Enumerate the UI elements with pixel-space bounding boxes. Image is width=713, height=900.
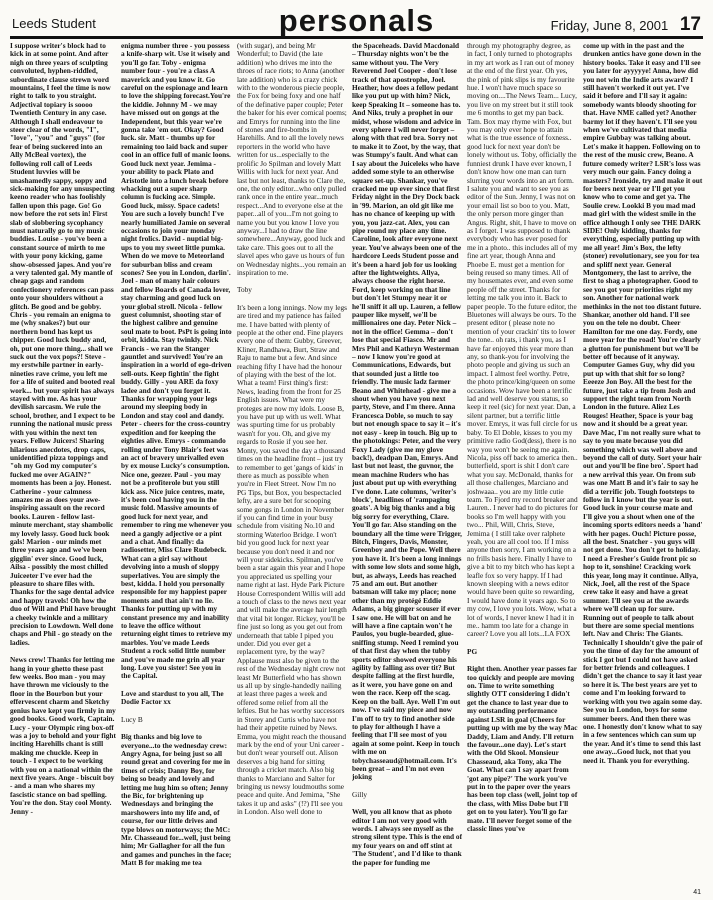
issue-date: Friday, June 8, 2001 (550, 18, 669, 33)
column-3 (237, 42, 347, 892)
issue-info (551, 14, 701, 36)
column-1 (10, 42, 116, 892)
page-mark: 41 (693, 889, 701, 896)
column-6 (583, 42, 703, 892)
section-title: personals (278, 3, 435, 38)
paragraph: It's been a long innings. Now my legs are tired and my patience has failed me. I have batted with plenty of people at the other end. Fine players every one of them: Gubby, Greever, Kliner, Randhawa, Burt, Straw and Raju to name but a few. And since reaching fifty I have had the honour of playing with the best of the lot. What a team! First thing's first: News, leading from the front for 25 English issues. What were my proteges are now my idols. Loose B, you have put up with us well. What was spurting time for us probably wasn't for you. Oh, and give my regards to Rosie if you see her. Monty, you saved the day a thousand times on the headline front – just try to remember to get 'gangs of kids' in there as much as possible when you're in Fleet Street. Now I'm no PG Tips, but Box, you bespectacled lefty, are a sure bet for scooping some gongs in London in November if you can find time in your busy schedule from visiting No.10 and storming Waterloo Bridge. I won't bid you good luck for next year because you don't need it and nor will your sidekicks. Spilman, you've been a star again this year and I hope you appreciated us spelling your name right at last. Hyde Park Picture House Correspondent Willis will add a touch of class to the news next year and will make the average hair length that vital bit longer. Rickey, you'll be fine just so long as you get out from underneath that table I piped you under. Did you ever get a replacement tyre, by the way? Applause must also be given to the rest of the Wednesday night crew not least Mr Butterfield who has shown us all up by single-handedly nailing at least three pages a week and offered some relief from all the lefties. But he has worthy successors in Storey and Curtis who have not had their appetite ruined by News. Emma, you might reach the thousand mark by the end of your Uni career - but don't wear yourself out. Alison deserves a big hand for sitting through a cricket match. Also big thanks to Marciano and Salter for bringing us newsy loudmouths some peace and quite. And Jemima, "She takes it up and asks" (!?) I'll see you in London. Also well done to (237, 302, 347, 817)
article-columns (10, 42, 703, 892)
signoff-dodie: Love and stardust to you all, The Dodie Factor xx (121, 688, 224, 707)
paragraph: Well, you all know that as photo editor I am not very good with words. I always see myself as the strong silent type. This is the end of my four years on and off stint at 'The Student', and I'd like to thank the paper for funding me (352, 807, 462, 867)
column-5 (467, 42, 578, 892)
author-heading-gilly: Gilly (352, 789, 367, 799)
paragraph: the Spaceheads. David Macdonald – Thursday nights won't be the same without you. The Very Reverend Joel Cooper - don't lose track of that apostrophe, Joel. Heather, how does a fellow pedant like you put up with him? Nick, keep Speaking It – someone has to. And Niks, truly a prophet in our midst, whose wisdom and advice in every sphere I will never forget – along with that red bra. Sorry not to make it to Zoot, by the way, that was Stumpy's fault. And what can I say about the Juiceleks who have added some style to an otherwise square set-up. Shankar, you've cracked me up ever since that first Friday night in the Dry Dock back in '99. Marion, an old git like me has no chance of keeping up with you, you jazz-cat. Alex, you can pipe round my place any time. Caroline, look after everyone next year. You've always been one of the hardcore Leeds Student posse and it's been a hard job for us looking after the lightweights. Allya, always choose the right horse. Ford, keep working on that line but don't let Stumpy near it or he'll sniff it all up. Lauren, a fellow pauper like myself, we'll be millionaires one day. Peter Nick – not in the office! Gemma – don't lose that special Fiasco. Mr and Mrs Phil and Kathryn Westerman – now I know you're good at Communications, Edwards, but that sounded just a little too friendly. The music ladz farmer Beano and Whitehead - give me a shout when you have you next party, Steve, and I'm there. Anna Francesca Doble, so much to say but not enough space to say it – it's not easy - keep in touch. Big up to the photokings: Peter, and the very Foxy Lady (give me my glove back!), deadpan Dan, Emrys. And last but not least, the guvnor, the mean machine Ruders who has just about put up with everything I've done. Late columns, 'writer's block', headlines of 'rampaging goats'. A big big thanks and a big big sorry for everything, Clare. You'll go far. Also standing on the boundary all the time were Trigger, Bitch, Fingers, Davis, Monster, Greenboy and the Pope. Well there you have it. It's been a long innings with some low slots and some high, but, as always, Leeds has reached 75 and am out. But another batsman will take my place; none other than my protégé Eddie Adams, a big ginger scouser if ever I saw one. He will bat on and he will have a fine captain won't he Paulos, you bugle-bearded, glue-sniffing stump. Need I remind you of that first day when the tubby sports editor showed everyone his agility by falling ass over tit? But despite falling at the first hurdle, as it were, you have gone on and won the race. Keep off the scag. Keep on the ball. Aye. Well I'm out now. I've said my piece and now I'm off to try to find another side to play for although I have a feeling that I'll see most of you again at some point. Keep in touch with me on tobychasseaud@hotmail.com. It's been great – and I'm not even joking (352, 42, 462, 782)
page-header (10, 3, 703, 39)
paragraph: Right then. Another year passes far too quickly and people are moving on. Time to write something slightly OTT considering I didn't get the chance to last year due to my outstanding performance against LSR in goal (Cheers for putting up with me by the way Mac Daddy, Liam and Andy. I'll return the favour...one day). Let's start with the Old Skool. Monsieur Chasseaud, aka Tony, aka The Goat. What can I say apart from 'got any pipe?' The work you've put in to the paper over the years has been top class (well, joint top of the class, with Miss Dobe but I'll get on to you later). You'll go far mate. I'll never forget some of the classic lines you've (467, 664, 578, 833)
paragraph: through my photography degree, as in fact, I only turned to photographs in my art work as I ran out of money at the end of the first year. Oh yes, the pink of pink slips is my favourite hue. I won't have much space so moving on....The News Team... Lucy, you live on my street but it still took me 6 months to get my pan back. Tam. Box may rhyme with Fox, but you may only ever hope to attain what is the true essence of foxness.. good luck for next year don't be lonely without us. Toby, officially the funniest drunk I have ever known, I don't know how one man can turn slurring your words into an art form. I salute you and want to see you as editor of the Sun. Jenny, I was not on your email list so boo to you. Matt, the only person more ginger than Angus. Right, shit, I have to move on as I forget. I was supposed to thank everybody who has ever posed for me in a photo.. this includes all of my fine art year, though Anna and Phoebe E. must get a mention for being reused so many times. All of my housemates ever, and even some people off the street. Thanks for letting me talk you into it. Back to paper people. To the future editor, the Bluetones will always be ours. To the present editor ( please note no mention of your crackin' tits to lower the tone.. oh rats, i thank you, as I have far enjoyed this year more than any, so thank-you for involving the photo people and giving us such an impact. I almost feel worthy. Petre, the photo prince/king/queen on some occasions. Wow have been a terrific lad and well deserve you status, so keep it reel (sic) for next year. Dan, a silent partner, but a terrific little mover. Emrys, it was full circle for us baby. To El Doble, kisses to you my primitive radio God(dess), there is no way you won't be seeing me again. Nicola, piss off back to america then.. butterfield, sport is shit I don't care what you say. McDonald, thanks for all those challenges, Marciano and joshwaaa.. you are my little cutie team. To Fjord my record breaker and Lauren.. I never had to do pictures for books so I'm well happy with you two... Phil, Will, Chris, Steve, Jemima ( I still take over ralphete yeah, you are all cool too. If I miss anyone then sorry, I am working on a no frills basis here. Finally I have to give a bit to my bitch who has kept a leafle fox so very happy. If I had known sleeping with a news editor would have been quite so rewarding, I would have done it years ago. So to my cow, I love you lots. Wow, what a lot of words, I never knew I had it in me.. hamm too late for a change in career? Love you all lots...LA FOX (467, 42, 578, 639)
paragraph: Big thanks and big love to everyone...to the wednesday crew: Angry Agna, for being just so all round great and covering for me in times of crisis; Danny Boy, for being so beady and lovely and letting me hug him so often; Jenny the Bic, for brightening up Wednesdays and bringing the marshowers into my life and, of course, for our little drives and type blows on motorways; the MC: Mr. Chasseaud for...well, just being him; Mr Gallagher for all the fun and games and punches in the face; Matt B for making me tea (121, 732, 232, 868)
page-number: 17 (679, 14, 701, 35)
author-heading-toby: Toby (237, 285, 252, 295)
column-4 (352, 42, 462, 892)
author-heading-pg: PG (467, 646, 478, 656)
paragraph: I suppose writer's block had to kick in at some point. And after nigh on three years of sculpting convoluted, hyphen-riddled, subordinate clause strewn word mountains, I feel the time is now right to talk to you straight. Adjectival topiary is soooo Twentieth Century in any case. Although I shall endeavour to steer clear of the words, "I", "love", "you" and "guys" (for fear of being suckered into an Ally McBeal vortex), the following roll call of Leeds Student luvvies will be unashamedly sappy, soppy and sick-making for any unsuspecting keeno reader who has foolishly fallen upon this page. Go! Go now before the rot sets in! First slab of slobbering sycophancy must naturally go to my music buddies. Louise - you've been a constant source of mirth to me with your pony kicking, game show-obsessed japes. And you're a very talented gal. My mantle of cheap gags and random confectionery references can pass onto your shoulders without a glitch. Be good and be gobby. Chris - you remain an enigma to me (why snakes?) but our northern bond has kept us chipper. Good luck buddy and, oh, put one more thing... shall we suck out the vox pops?! Steve - my erstwhile partner in early-nineties rave crime, you left me for a life of suited and booted real work... but your spirit has always stayed with me. As has your devilish sarcasm. We rule the school, brother, and I expect to be running the national music press with you within the next ten years. Fellow Juicers! Sharing hilarious anecdotes, drop caps, unidentified pizza toppings and "oh my God my computer's fucked me over AGAIN?" moments has been a joy. Honest. Catherine - your calmness amazes me as does your awe-inspiring assault on the record books. Lauren - fellow last-minute merchant, stay shambolic my lovely lassy. Good luck book gals! Marion - our minds met three years ago and we've been gigglin' ever since. Good luck, Ailsa - possibly the most chilled Juiceeter I've ever had the pleasure to share files with. Thanks for the sage dental advice and happy travels! Oh how the duo of Will and Phil have brought a cheeky twinkle and a military precision to Lowdown. Well done chaps and Phil - go steady on the ladies. (10, 42, 116, 647)
paragraph: News crew! Thanks for letting me hang in your ghetto these past few weeks. Boo man - you may have thrown me viciously to the floor in the Bourbon but your effervescent charm and Sketchy genius have kept you firmly in my good books. Good work, Captain. Lucy - your Olympic ring box-off was a joy to behold and your fight inciting Harehills chant is still making me chuckle. Keep in touch - I expect to be working with you on a national within the next five years. Ange - biscuit boy - and a man who shares my fascistic stance on bad spelling. You're the don. Stay cool Monty. Jenny - (10, 655, 116, 816)
column-2 (121, 42, 232, 892)
author-heading-lucy: Lucy B (121, 714, 143, 724)
paragraph: (with sugar), and being Mr Wonderful; to David (the late addition) who drives me into the throes of race riots; to Anna (another late addition) who is a crazy chick with to the wonderous piecie people, the Fox for being foxy and one half of the definative paper couple; Peter the baker for his ever comical poems; and Emrys for running into the line of stones and fire-bombs in Harehills. And to all the lovely news reporters in the world who have written for us...especially to the prolific Jo Spilman and lovely Matt Willis with luck for next year. And last but not least, thanks to Clare the, one, the only editor...who only pulled rank once in the entire year...much respect...And to everyone else at the paper...all of you...I'm not going to name you but you know I love you anyway...I had to draw the line somewhere...Anyway, good luck and take care. This goes out to all the slavel apes who gave us hours of fun on Wednesday nights...you remain an inspiration to me. (237, 42, 347, 277)
publication-name: Leeds Student (12, 16, 96, 31)
paragraph: come up with in the past and the drunken antics have gone down in the history books. Take it easy and I'll see you later for ayyyyye! Anna, how did you not win the Indie arts award? I still haven't worked it out yet. I've said it before and I'll say it again: somebody wants bloody shooting for that. Have NME called yet? Another barmy lot if they haven't. I'll see you when we've cultivated that media empire Gubbay was talking about. Let's make it happen. Following on to the rest of the music crew, Beano. A future comedy writer? LSR's loss was very much our gain. Fancy doing a masters? Ironside, try and make it out for beers next year or I'll get you know who to come and get ya. The Soulie crew. Lookki B you mad mad mad girl with the widest smile in the office although I only see THE DARK SIDE! Only kidding, thanks for everything, especially putting up with me all year! Jim's Box, the lefty (stoner) revolutionary, see you for tea and spliff next year. General Montgomery, the last to arrive, the first to shag a photographer. Good to see you got your priorities right my son. Another for national work methinks in the not too distant future. Shankar, another old hand. I'll see you on the tele no doubt. Cheer Hamilton for me one day. Fordy, one more year for the road! You're clearly a glutton for punishment but we'll be better off because of it anyway. Computer Games Guy, why did you put up with that shit for so long? Eeeeze Jon Boy. All the best for the future, just take a tip from Josh and support the right team from North London in the future. Aliez Les Rouges! Heather, Space is your bag now and it should be a great year. Dave Mac, I'm not really sure what to say to you mate because you did something which was well above and beyond the call of duty. Sort your hair out and you'll be fine bro'. Sport had a new arrival this year. On from sub was one Matt B and it's fair to say he did a terrific job. Tough footsteps to follow in I know but the year is out. Good luck in your course mate and I'll give you a shout when one of the incoming sports editors needs a 'hand' with her pages. Ouch! Picture posse, all the best. Snatcher - you guys will not get done. You don't get to holiday. I need a Fresher's Guide front pic so hop to it, sonshine! Cracking work this year, long may it continue. Allya, Nick, Joel, all the rest of the Space crew take it easy and have a great summer. I'll see you at the awards where we'll clean up for sure. Running out of people to talk about but there are some special mentions left. Nav and Chris: The Giants. Technically I shouldn't give the pair of you the time of day for the amount of stick I got but I could not have asked for better friends and colleagues. I didn't get the chance to say it last year so here it is. The best years are yet to come and I'm looking forward to working with you two again some day. See you in London, boys for some summer beers. And then there was one. I honestly don't know what to say in a few sentences which can sum up the year. And it's time to send this last one away...Good luck, not that you need it. Thank you for everything. (583, 42, 703, 765)
paragraph: enigma number three - you possess a knife-sharp wit. Use it wisely and you'll go far. Toby - enigma number four - you're a class A maverick and you know it. Go careful on the espionage and learn to love the shipping forecast.You're the kiddie. Johnny M - we may have missed out on gongs at the Independent, but this year we're gonna take 'em out. Okay? Good luck. sir. Matt - thumbs up for remaining too laid back and super cool in an office full of manic loons. Good luck next year. Jemima - your ability to pack Plato and Aristotle into a lunch break before whacking out a super sharp column is fucking ace. Simple. Good luck, missy. Space cadets! You are such a lovely bunch! I've nearly humiliated Jamie on several occasions to join your monday night frolics. David - nuptial big-ups to you my sweet little pumka. When do we move to Meteorland for suburban bliss and cream scones? See you in London, darlin'. Joel - man of many hair colours and fellow Boards of Canada lover, stay charming and good luck on your global stroll. Nicola - fellow guest columnist, shooting star of the highest calibre and genuine soul mate to boot. PsPt is going into orbit, kidda. Stay twinkly. Nick Francis - we ran the Stanger gauntlet and survived! You're an inspiration in a world of ego-driven sell-outs. Keep fightin' the fight buddy. Gilly - you ARE da foxy ladee and don't you forget it. Thanks for wrapping your legs around my sleeping body in London and stay cool and dandy. Peter - cheers for the cross-country expedition and for keeping the eighties alive. Emrys - commando rolling under Tony Blair's feet was an act of bravery unrivalled even by ex mouse Lucky's consumption. Nice one, geezer. Paul - you may not be a profiterole but you still kick ass. Nice juice centres, mate, it's been cool having you in the music fold. Massive amounts of good luck for next year, and remember to ring me whenever you need a gangly adjective or a pint and a chat. And finally: da radiosetter, Miss Clare Rudebeck. What can a girl say without devolving into a mush of sloppy superlatives. You are simply the best, kidda. I hold you personally responsible for my happiest paper moments and that ain't no lie. Thanks for putting up with my constant presence my and inability to leave the office without returning eight times to retrieve my marbles. You've made Leeds Student a rock solid little number and you've made me grin all year long. Love you sister! See you in the Capital. (121, 42, 232, 681)
